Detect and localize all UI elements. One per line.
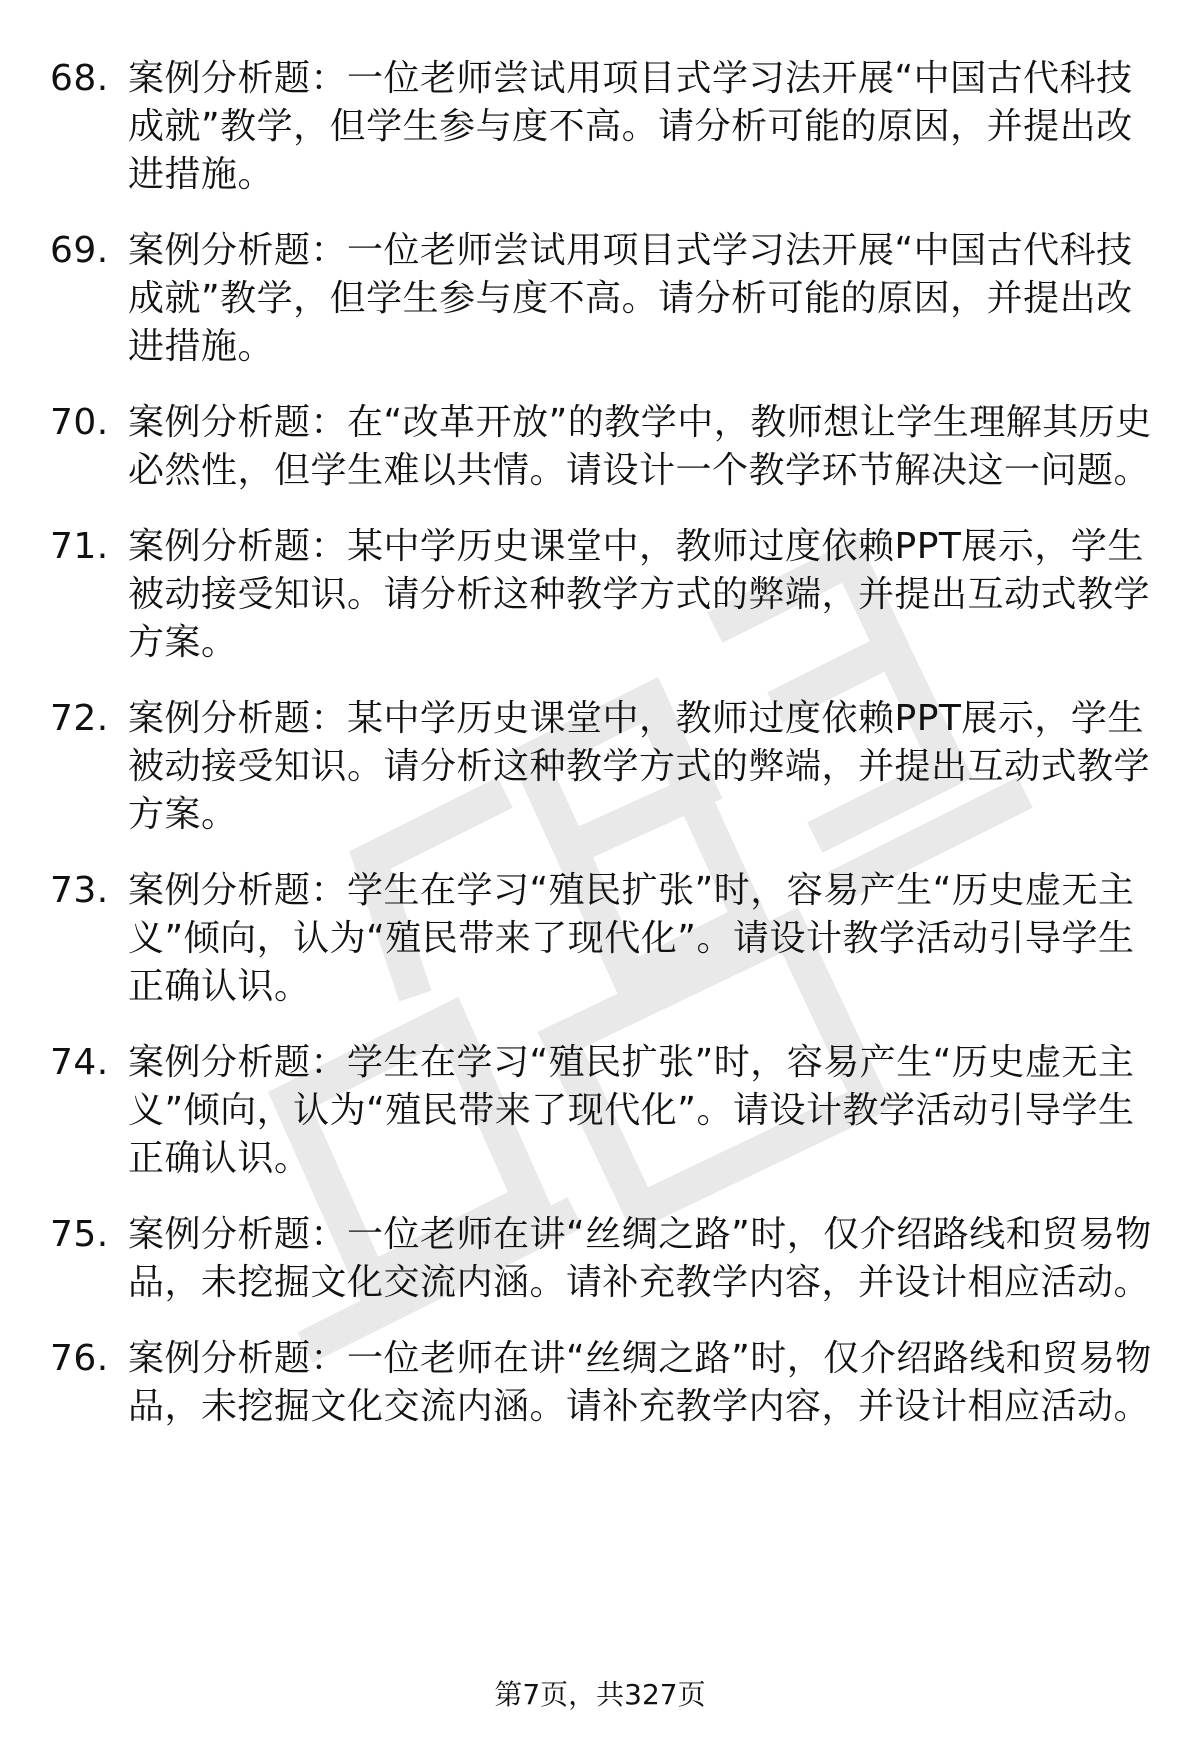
question-text: 案例分析题：一位老师尝试用项目式学习法开展“中国古代科技成就”教学，但学生参与度不高。请分析可能的原因，并提出改进措施。 xyxy=(128,230,1133,367)
page-number-label: 第7页，共327页 xyxy=(494,1678,706,1711)
question-list xyxy=(50,55,1160,1459)
question-item xyxy=(50,227,1160,371)
question-number: 70. xyxy=(50,402,109,443)
question-number: 69. xyxy=(50,230,109,271)
question-number: 72. xyxy=(50,698,109,739)
question-item xyxy=(50,1039,1160,1183)
question-number: 75. xyxy=(50,1214,109,1255)
question-number: 76. xyxy=(50,1338,109,1379)
question-number: 71. xyxy=(50,526,109,567)
question-item xyxy=(50,867,1160,1011)
question-item xyxy=(50,523,1160,667)
question-item xyxy=(50,1335,1160,1431)
question-number: 73. xyxy=(50,870,109,911)
question-text: 案例分析题：一位老师在讲“丝绸之路”时，仅介绍路线和贸易物品，未挖掘文化交流内涵。请补充教学内容，并设计相应活动。 xyxy=(128,1214,1152,1303)
question-item xyxy=(50,55,1160,199)
page-footer xyxy=(0,1675,1200,1715)
question-text: 案例分析题：在“改革开放”的教学中，教师想让学生理解其历史必然性，但学生难以共情。请设计一个教学环节解决这一问题。 xyxy=(128,402,1152,491)
question-text: 案例分析题：学生在学习“殖民扩张”时，容易产生“历史虚无主义”倾向，认为“殖民带来了现代化”。请设计教学活动引导学生正确认识。 xyxy=(128,1042,1135,1179)
question-text: 案例分析题：某中学历史课堂中，教师过度依赖PPT展示，学生被动接受知识。请分析这种教学方式的弊端，并提出互动式教学方案。 xyxy=(128,526,1151,663)
question-item xyxy=(50,695,1160,839)
question-text: 案例分析题：一位老师尝试用项目式学习法开展“中国古代科技成就”教学，但学生参与度不高。请分析可能的原因，并提出改进措施。 xyxy=(128,58,1133,195)
question-text: 案例分析题：某中学历史课堂中，教师过度依赖PPT展示，学生被动接受知识。请分析这种教学方式的弊端，并提出互动式教学方案。 xyxy=(128,698,1151,835)
question-item xyxy=(50,399,1160,495)
question-item xyxy=(50,1211,1160,1307)
question-text: 案例分析题：学生在学习“殖民扩张”时，容易产生“历史虚无主义”倾向，认为“殖民带来了现代化”。请设计教学活动引导学生正确认识。 xyxy=(128,870,1135,1007)
question-text: 案例分析题：一位老师在讲“丝绸之路”时，仅介绍路线和贸易物品，未挖掘文化交流内涵。请补充教学内容，并设计相应活动。 xyxy=(128,1338,1152,1427)
question-number: 74. xyxy=(50,1042,109,1083)
question-number: 68. xyxy=(50,58,109,99)
